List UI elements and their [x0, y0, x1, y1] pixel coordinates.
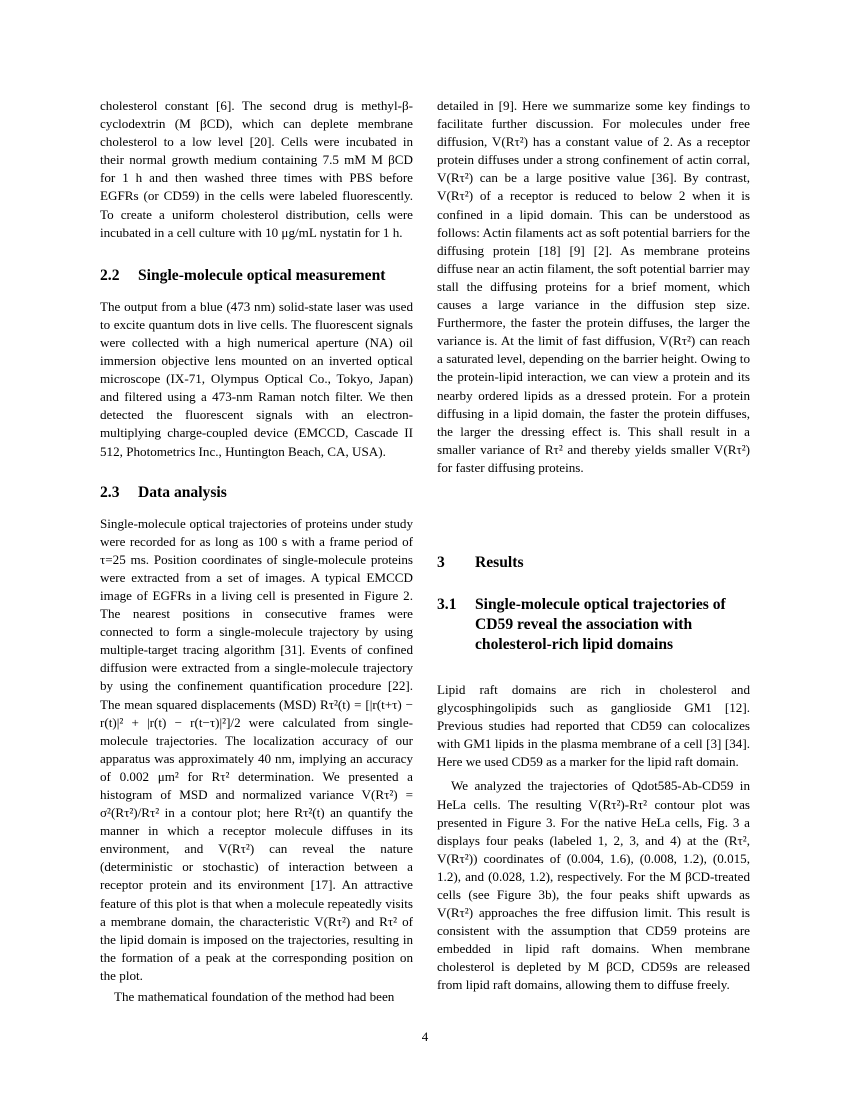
page-number: 4 — [421, 1029, 429, 1044]
section-3-1-heading — [437, 595, 750, 655]
paragraph-cd59-trajectories: We analyzed the trajectories of Qdot585-Ab-CD59 in HeLa cells. The resulting V(Rτ²)-Rτ² contour plot was presented in Figure 3. For the native HeLa cells, Fig. 3 a displays four peaks (labeled 1, 2, 3, and 4) at the (Rτ², V(Rτ²)) coordinates of (0.004, 1.6), (0.008, 1.2), (0.015, 1.2), and (0.028, 1.2), respectively. For the M βCD-treated cells (see Figure 3b), the four peaks shift upwards as V(Rτ²) approaches the free diffusion limit. This result is consistent with the assumption that CD59 proteins are embedded in lipid raft domains. When membrane cholesterol is depleted by M βCD, CD59s are released from lipid raft domains, allowing them to diffuse freely. — [437, 778, 750, 993]
section-3-title: Results — [475, 553, 524, 571]
section-3-1-number: 3.1 — [437, 595, 457, 613]
section-2-2-number: 2.2 — [100, 266, 120, 284]
section-2-2-heading — [100, 266, 413, 286]
section-2-3-number: 2.3 — [100, 483, 120, 501]
section-3-heading — [437, 553, 750, 573]
paragraph-measurement: The output from a blue (473 nm) solid-state laser was used to excite quantum dots in live cells. The fluorescent signals were collected with a high numerical aperture (NA) oil immersion objective lens mounted on an inverted optical microscope (IX-71, Olympus Optical Co., Tokyo, Japan) and filtered using a 473-nm Raman notch filter. We then detected the fluorescent signals with an electron-multiplying charge-coupled device (EMCCD, Cascade II 512, Photometrics Inc., Huntington Beach, CA, USA). — [100, 298, 413, 459]
paragraph-math-foundation: The mathematical foundation of the method had been — [114, 989, 395, 1005]
section-3-number: 3 — [437, 553, 445, 571]
section-2-2-title: Single-molecule optical measurement — [138, 266, 386, 284]
section-3-1-title: Single-molecule optical trajectories of CD59 reveal the association with cholesterol-rich lipid domains — [475, 595, 726, 653]
section-2-3-title: Data analysis — [138, 483, 227, 501]
right-column — [437, 97, 750, 995]
paragraph-data-analysis: Single-molecule optical trajectories of proteins under study were recorded for as long as 100 s with a frame period of τ=25 ms. Position coordinates of single-molecule proteins were extracted from a set of images. A typical EMCCD image of EGFRs in a living cell is presented in Figure 2. The nearest positions in consecutive frames were connected to form a single-molecule trajectory by using multiple-target tracing algorithm [31]. Events of confined diffusion were extracted from a single-molecule trajectory by using the confinement quantification procedure [22]. The mean squared displacements (MSD) Rτ²(t) = [|r(t+τ) − r(t)|² + |r(t) − r(t−τ)|²]/2 were calculated from single-molecule trajectories. The localization accuracy of our apparatus was approximately 40 nm, implying an accuracy of 0.002 μm² for Rτ² determination. We presented a histogram of MSD and normalized variance V(Rτ²) = σ²(Rτ²)/Rτ² in a contour plot; here Rτ²(t) an quantify the manner in which a receptor molecule diffuses in its environment, and V(Rτ²) can reveal the nature (deterministic or stochastic) of interaction between a receptor protein and its environment [17]. An attractive feature of this plot is that when a molecule repeatedly visits a membrane domain, the characteristic V(Rτ²) and Rτ² of the lipid domain is imposed on the trajectories, resulting in the formation of a peak at the corresponding position on the plot. — [100, 515, 413, 983]
left-column — [100, 97, 413, 1006]
section-2-3-heading — [100, 483, 413, 503]
paragraph-lipid-raft: Lipid raft domains are rich in cholesterol and glycosphingolipids such as ganglioside GM1 [12]. Previous studies had reported that CD59 can colocalizes with GM1 lipids in the plasma membrane of a cell [3] [34]. Here we used CD59 as a marker for the lipid raft domain. — [437, 681, 750, 770]
paragraph-findings: detailed in [9]. Here we summarize some key findings to facilitate further discussion. For molecules under free diffusion, V(Rτ²) has a constant value of 2. As a receptor protein diffuses under a strong confinement of actin corral, V(Rτ²) can be a large positive value [36]. By contrast, V(Rτ²) of a receptor is reduced to below 2 when it is confined in a lipid domain. This can be understood as follows: Actin filaments act as soft potential barriers for the diffusing protein [18] [9] [2]. As membrane proteins diffuse near an actin filament, the soft potential barrier may stall the diffusing proteins for a brief moment, which causes a large variance in the diffusion step size. Furthermore, the faster the protein diffuses, the larger the variance is. At the limit of fast diffusion, V(Rτ²) can reach a saturated level, depending on the barrier height. Owing to the protein-lipid interaction, we can view a protein and its nearby ordered lipids as a dressed protein. For a protein diffusing in a lipid domain, the faster the protein diffuses, the larger the dressing effect is. This shall result in a smaller variance of Rτ² and thereby yields smaller V(Rτ²) for faster diffusing proteins. — [437, 98, 750, 475]
paragraph-methods-cont: cholesterol constant [6]. The second drug is methyl-β-cyclodextrin (M βCD), which can deplete membrane cholesterol to a low level [20]. Cells were incubated in their normal growth medium containing 7.5 mM M βCD for 1 h and then washed three times with PBS before EGFRs (or CD59) in the cells were labeled fluorescently. To create a uniform cholesterol distribution, cells were incubated in a cell culture with 10 μg/mL nystatin for 1 h. — [100, 98, 413, 240]
